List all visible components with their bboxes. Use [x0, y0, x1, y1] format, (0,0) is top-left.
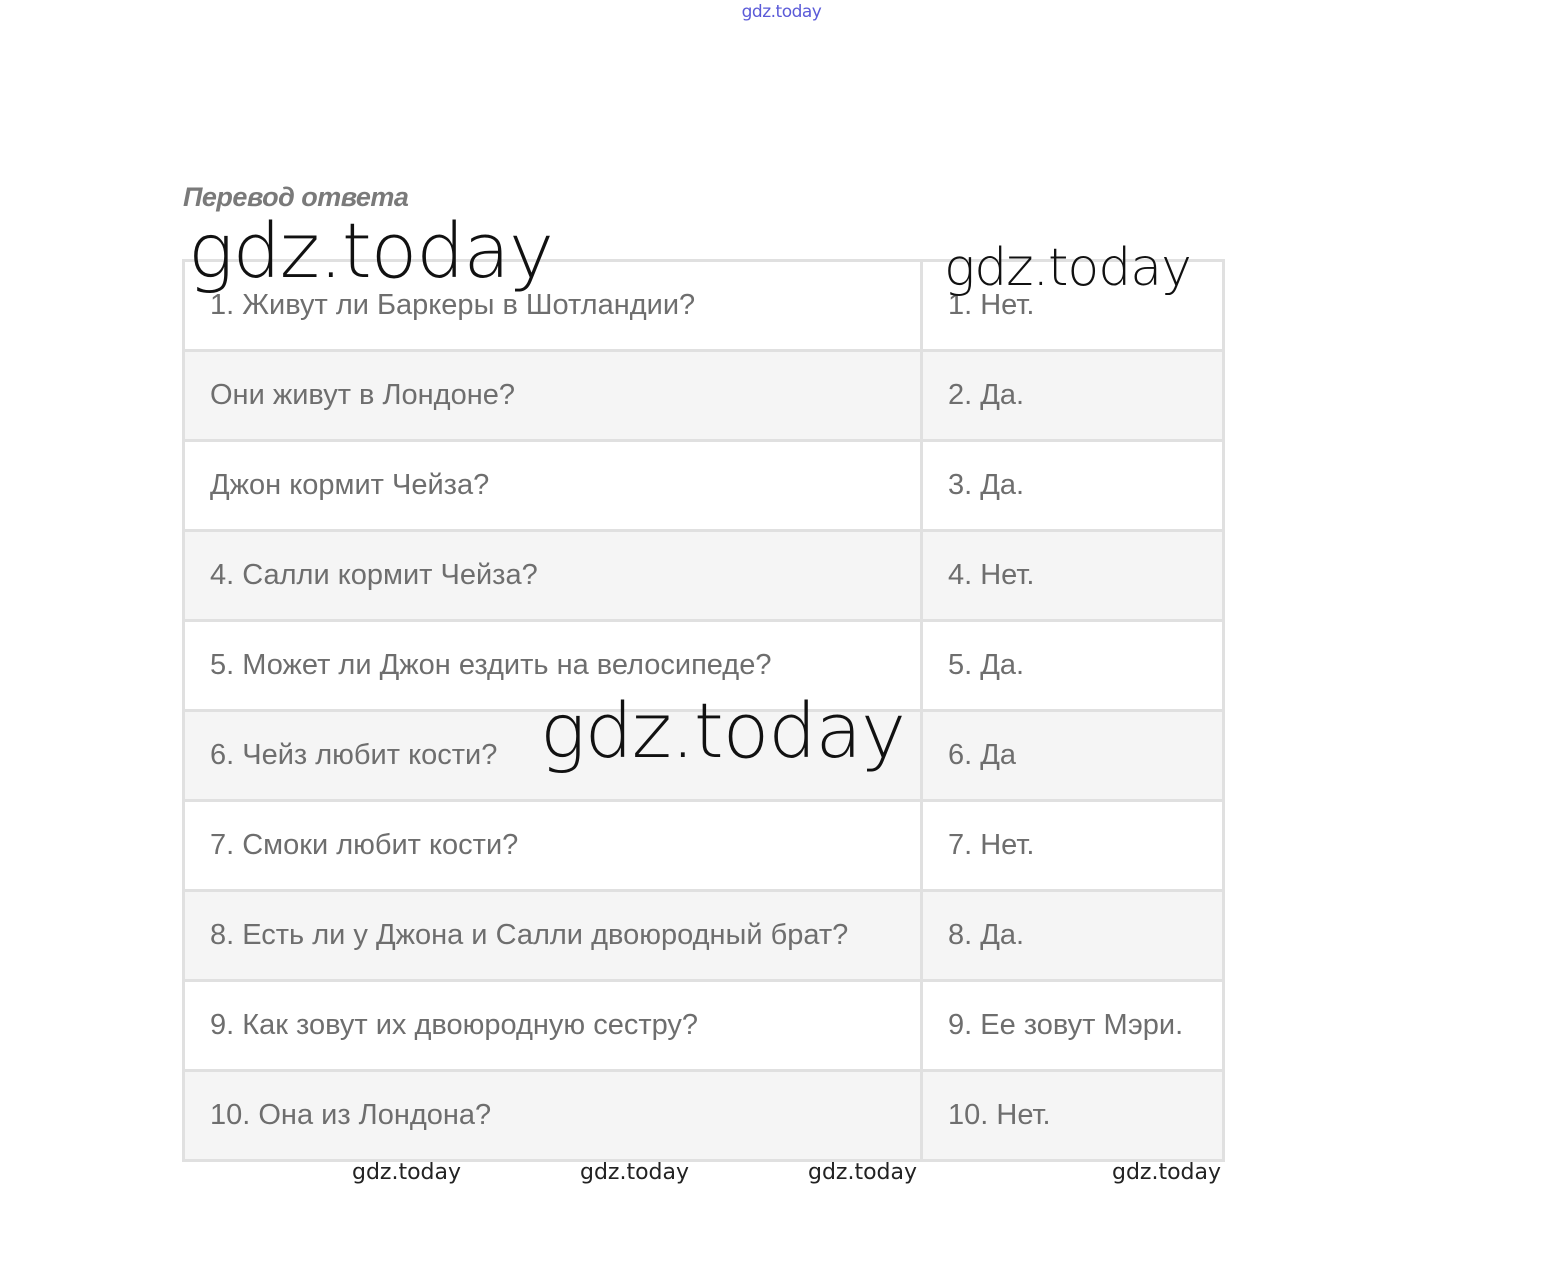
question-cell: 9. Как зовут их двоюродную сестру? — [184, 981, 922, 1071]
page-heading: Перевод ответа — [183, 182, 409, 212]
answer-cell: 3. Да. — [922, 441, 1224, 531]
answer-cell: 5. Да. — [922, 621, 1224, 711]
top-watermark: gdz.today — [741, 2, 822, 22]
watermark-large: gdz.today — [944, 238, 1191, 298]
question-cell: 10. Она из Лондона? — [184, 1071, 922, 1161]
question-cell: 1. Живут ли Баркеры в Шотландии? — [184, 261, 922, 351]
answer-cell: 8. Да. — [922, 891, 1224, 981]
question-cell: 5. Может ли Джон ездить на велосипеде? — [184, 621, 922, 711]
answer-cell: 2. Да. — [922, 351, 1224, 441]
table-row — [184, 351, 1224, 441]
answer-cell: 6. Да — [922, 711, 1224, 801]
answer-cell: 1. Нет. — [922, 261, 1224, 351]
answer-cell: 9. Ее зовут Мэри. — [922, 981, 1224, 1071]
watermark-small: gdz.today — [1112, 1160, 1222, 1185]
question-cell: 8. Есть ли у Джона и Салли двоюродный брат? — [184, 891, 922, 981]
watermark-small: gdz.today — [352, 1160, 462, 1185]
table-row — [184, 531, 1224, 621]
question-cell: 6. Чейз любит кости? — [184, 711, 922, 801]
table-row — [184, 891, 1224, 981]
answer-cell: 10. Нет. — [922, 1071, 1224, 1161]
answer-cell: 7. Нет. — [922, 801, 1224, 891]
question-cell: Они живут в Лондоне? — [184, 351, 922, 441]
question-cell: 7. Смоки любит кости? — [184, 801, 922, 891]
table-row — [184, 801, 1224, 891]
table-row — [184, 441, 1224, 531]
watermark-large: gdz.today — [540, 686, 905, 775]
watermark-small: gdz.today — [808, 1160, 918, 1185]
table-row — [184, 1071, 1224, 1161]
table-row — [184, 981, 1224, 1071]
question-cell: Джон кормит Чейза? — [184, 441, 922, 531]
question-cell: 4. Салли кормит Чейза? — [184, 531, 922, 621]
watermark-large: gdz.today — [188, 206, 553, 295]
answer-cell: 4. Нет. — [922, 531, 1224, 621]
watermark-small: gdz.today — [580, 1160, 690, 1185]
